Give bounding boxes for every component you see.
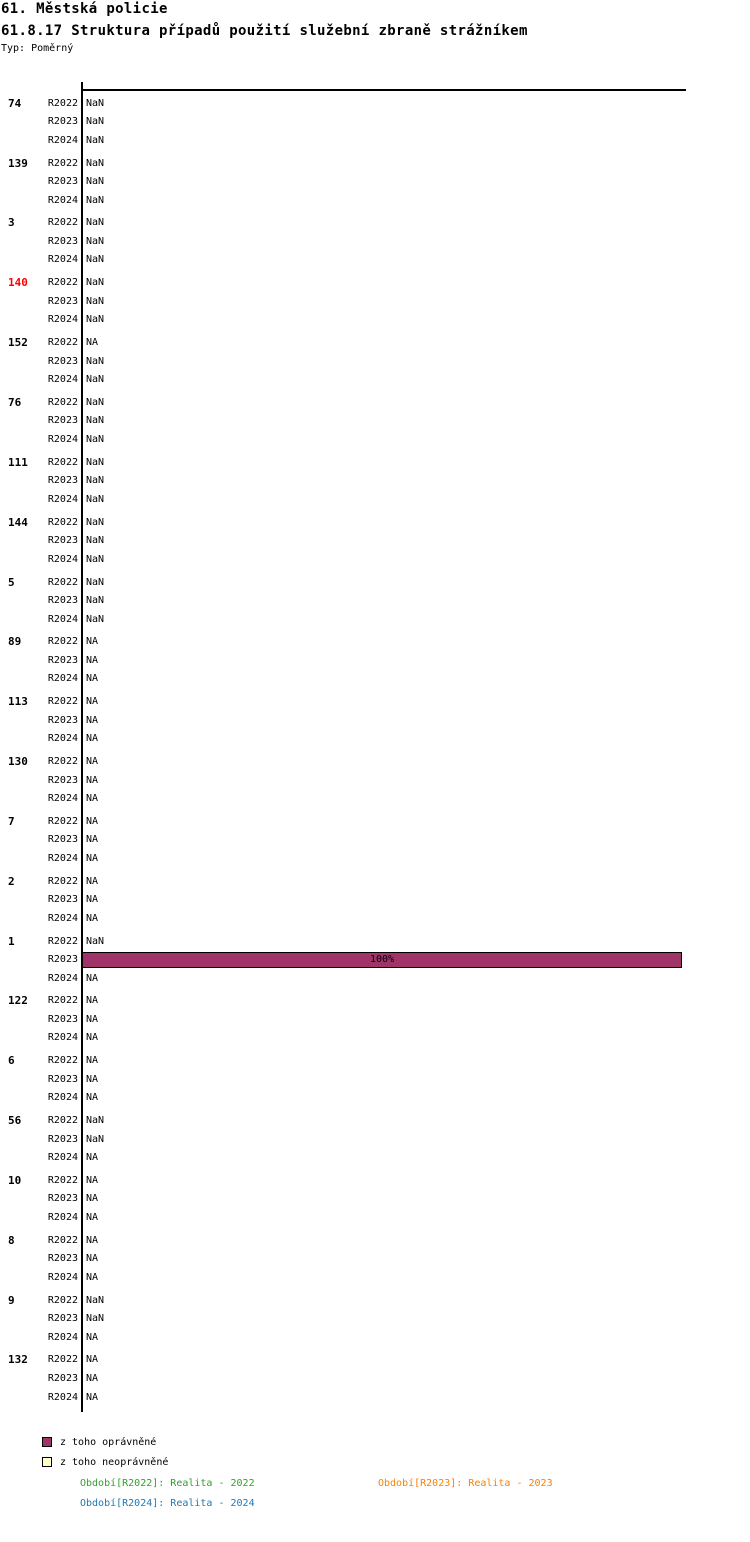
period-label: R2023	[47, 535, 78, 547]
chart-row	[0, 992, 750, 1011]
period-label: R2022	[47, 97, 78, 109]
value-label: NA	[86, 1391, 99, 1403]
footnote-period-r2022: Období[R2022]: Realita - 2022	[80, 1478, 255, 1489]
value-label: NA	[86, 654, 99, 666]
period-label: R2024	[47, 852, 78, 864]
chart-row	[0, 831, 750, 850]
value-label: NA	[86, 636, 99, 648]
chart-group-56	[0, 1111, 750, 1167]
chart-row	[0, 311, 750, 330]
value-label: NaN	[86, 1115, 105, 1127]
group-id-label: 9	[8, 1293, 15, 1307]
value-label: NA	[86, 696, 99, 708]
value-label: NaN	[86, 157, 105, 169]
period-label: R2023	[47, 834, 78, 846]
group-id-label: 111	[8, 455, 28, 469]
chart-group-74	[0, 94, 750, 150]
chart-row	[0, 1010, 750, 1029]
chart-row	[0, 633, 750, 652]
period-label: R2024	[47, 613, 78, 625]
chart-row	[0, 333, 750, 352]
value-label: NaN	[86, 217, 105, 229]
period-label: R2022	[47, 217, 78, 229]
period-label: R2022	[47, 1354, 78, 1366]
value-label: NaN	[86, 595, 105, 607]
period-label: R2023	[47, 176, 78, 188]
chart-row	[0, 771, 750, 790]
group-id-label: 132	[8, 1353, 28, 1367]
period-label: R2024	[47, 1092, 78, 1104]
legend-label-neopravnene: z toho neoprávněné	[60, 1456, 169, 1468]
chart-row	[0, 513, 750, 532]
value-label: NA	[86, 1354, 99, 1366]
chart-row	[0, 1029, 750, 1048]
period-label: R2022	[47, 576, 78, 588]
chart-row	[0, 1089, 750, 1108]
value-label: NA	[86, 894, 99, 906]
period-label: R2024	[47, 673, 78, 685]
chart-group-76	[0, 393, 750, 449]
period-label: R2023	[47, 1193, 78, 1205]
period-label: R2023	[47, 894, 78, 906]
period-label: R2023	[47, 1313, 78, 1325]
period-label: R2022	[47, 516, 78, 528]
chart-row	[0, 692, 750, 711]
value-label: NaN	[86, 194, 105, 206]
value-label: NA	[86, 912, 99, 924]
group-id-label: 130	[8, 755, 28, 769]
value-label: NaN	[86, 97, 105, 109]
group-id-label: 74	[8, 96, 22, 110]
period-label: R2022	[47, 756, 78, 768]
chart-group-9	[0, 1291, 750, 1347]
chart-group-2	[0, 872, 750, 928]
period-label: R2023	[47, 415, 78, 427]
chart-rows	[0, 94, 750, 1411]
value-label: NaN	[86, 396, 105, 408]
legend-swatch-neopravnene	[42, 1457, 52, 1467]
value-label: NaN	[86, 254, 105, 266]
chart-row	[0, 453, 750, 472]
chart-row	[0, 154, 750, 173]
value-label: NA	[86, 1211, 99, 1223]
chart-row	[0, 131, 750, 150]
value-label: NA	[86, 673, 99, 685]
chart-row	[0, 1231, 750, 1250]
chart-row	[0, 251, 750, 270]
chart-group-139	[0, 154, 750, 210]
chart-row	[0, 909, 750, 928]
legend-swatch-opravnene	[42, 1437, 52, 1447]
chart-row	[0, 1190, 750, 1209]
chart-title: 61.8.17 Struktura případů použití služební zbraně strážníkem	[1, 23, 528, 39]
period-label: R2022	[47, 935, 78, 947]
chart-group-6	[0, 1052, 750, 1108]
chart-row	[0, 94, 750, 113]
chart-row	[0, 1208, 750, 1227]
period-label: R2023	[47, 1372, 78, 1384]
value-label: NA	[86, 1032, 99, 1044]
chart-row	[0, 274, 750, 293]
axis-top-line	[82, 89, 686, 91]
value-label: NA	[86, 852, 99, 864]
period-label: R2024	[47, 493, 78, 505]
chart-row	[0, 472, 750, 491]
chart-row	[0, 812, 750, 831]
value-label: NA	[86, 1013, 99, 1025]
value-label: NaN	[86, 295, 105, 307]
period-label: R2022	[47, 157, 78, 169]
period-label: R2022	[47, 456, 78, 468]
period-label: R2023	[47, 235, 78, 247]
bar-segment	[82, 952, 682, 968]
period-label: R2024	[47, 434, 78, 445]
footnote-period-r2023: Období[R2023]: Realita - 2023	[378, 1478, 553, 1489]
period-label: R2024	[47, 1032, 78, 1044]
period-label: R2024	[47, 912, 78, 924]
chart-row	[0, 232, 750, 251]
chart-row	[0, 969, 750, 988]
chart-group-122	[0, 992, 750, 1048]
period-label: R2023	[47, 475, 78, 487]
value-label: NaN	[86, 1133, 105, 1145]
value-label: NA	[86, 774, 99, 786]
period-label: R2023	[47, 1133, 78, 1145]
chart-row	[0, 1052, 750, 1071]
group-id-label: 122	[8, 994, 28, 1008]
value-label: NaN	[86, 176, 105, 188]
period-label: R2024	[47, 793, 78, 805]
chart-row	[0, 1250, 750, 1269]
period-label: R2023	[47, 355, 78, 367]
chart-row	[0, 1309, 750, 1328]
value-label: NaN	[86, 475, 105, 487]
period-label: R2024	[47, 194, 78, 206]
period-label: R2024	[47, 1331, 78, 1343]
value-label: NA	[86, 1193, 99, 1205]
group-id-label: 3	[8, 216, 15, 230]
chart-row	[0, 1130, 750, 1149]
value-label: NA	[86, 995, 99, 1007]
period-label: R2023	[47, 714, 78, 726]
legend	[42, 1432, 168, 1472]
value-label: NA	[86, 793, 99, 805]
period-label: R2022	[47, 995, 78, 1007]
chart-group-7	[0, 812, 750, 868]
bar-value-label: 100%	[369, 954, 395, 966]
value-label: NaN	[86, 134, 105, 146]
value-label: NA	[86, 815, 99, 827]
period-label: R2022	[47, 1174, 78, 1186]
period-label: R2022	[47, 636, 78, 648]
chart-group-1	[0, 932, 750, 988]
value-label: NA	[86, 733, 99, 745]
value-label: NaN	[86, 314, 105, 326]
period-label: R2024	[47, 972, 78, 984]
chart-row	[0, 711, 750, 730]
period-label: R2022	[47, 396, 78, 408]
period-label: R2024	[47, 1152, 78, 1164]
period-label: R2023	[47, 1253, 78, 1265]
group-id-label: 113	[8, 695, 28, 709]
value-label: NaN	[86, 1294, 105, 1306]
group-id-label: 144	[8, 515, 28, 529]
chart-group-89	[0, 633, 750, 689]
chart-group-5	[0, 573, 750, 629]
period-label: R2024	[47, 553, 78, 565]
value-label: NaN	[86, 277, 105, 289]
value-label: NaN	[86, 516, 105, 528]
group-id-label: 152	[8, 336, 28, 350]
period-label: R2024	[47, 733, 78, 745]
legend-item-neopravnene	[42, 1452, 168, 1472]
period-label: R2022	[47, 277, 78, 289]
period-label: R2023	[47, 954, 78, 966]
value-label: NA	[86, 972, 99, 984]
chart-row	[0, 490, 750, 509]
group-id-label: 2	[8, 874, 15, 888]
period-label: R2022	[47, 696, 78, 708]
chart-row	[0, 531, 750, 550]
period-label: R2022	[47, 875, 78, 887]
chart-row	[0, 1171, 750, 1190]
value-label: NA	[86, 1152, 99, 1164]
chart-row	[0, 1291, 750, 1310]
group-id-label: 8	[8, 1233, 15, 1247]
chart-row	[0, 789, 750, 808]
chart-row	[0, 1328, 750, 1347]
value-label: NA	[86, 875, 99, 887]
period-label: R2023	[47, 774, 78, 786]
chart-group-111	[0, 453, 750, 509]
chart-row	[0, 752, 750, 771]
value-label: NaN	[86, 935, 105, 947]
chart-row	[0, 214, 750, 233]
period-label: R2022	[47, 1234, 78, 1246]
chart-row	[0, 1351, 750, 1370]
chart-type-label: Typ: Poměrný	[1, 43, 74, 54]
chart-row	[0, 872, 750, 891]
group-id-label: 139	[8, 156, 28, 170]
period-label: R2023	[47, 595, 78, 607]
page-title: 61. Městská policie	[1, 1, 168, 17]
value-label: NaN	[86, 535, 105, 547]
chart-row	[0, 550, 750, 569]
chart-row	[0, 729, 750, 748]
chart-row	[0, 1369, 750, 1388]
period-label: R2024	[47, 314, 78, 326]
period-label: R2022	[47, 815, 78, 827]
period-label: R2023	[47, 1073, 78, 1085]
chart-row	[0, 610, 750, 629]
chart-group-3	[0, 214, 750, 270]
value-label: NaN	[86, 374, 105, 386]
chart-row	[0, 172, 750, 191]
chart-group-10	[0, 1171, 750, 1227]
group-id-label: 6	[8, 1054, 15, 1068]
value-label: NaN	[86, 116, 105, 128]
chart-row	[0, 890, 750, 909]
chart-row	[0, 430, 750, 449]
period-label: R2023	[47, 654, 78, 666]
value-label: NA	[86, 1372, 99, 1384]
value-label: NaN	[86, 456, 105, 468]
period-label: R2023	[47, 1013, 78, 1025]
value-label: NA	[86, 1055, 99, 1067]
legend-label-opravnene: z toho oprávněné	[60, 1436, 157, 1448]
chart-row	[0, 292, 750, 311]
chart-row	[0, 1268, 750, 1287]
chart-row	[0, 393, 750, 412]
value-label: NaN	[86, 434, 105, 445]
chart-group-8	[0, 1231, 750, 1287]
value-label: NaN	[86, 613, 105, 625]
chart-group-140	[0, 274, 750, 330]
legend-item-opravnene	[42, 1432, 168, 1452]
chart-row	[0, 651, 750, 670]
period-label: R2022	[47, 1115, 78, 1127]
group-id-label: 56	[8, 1114, 22, 1128]
chart-row	[0, 670, 750, 689]
group-id-label: 10	[8, 1173, 22, 1187]
chart-row	[0, 573, 750, 592]
value-label: NA	[86, 1092, 99, 1104]
period-label: R2024	[47, 374, 78, 386]
group-id-label: 140	[8, 276, 28, 290]
value-label: NA	[86, 1234, 99, 1246]
period-label: R2024	[47, 254, 78, 266]
value-label: NaN	[86, 355, 105, 367]
chart-group-130	[0, 752, 750, 808]
chart-group-152	[0, 333, 750, 389]
chart-group-113	[0, 692, 750, 748]
period-label: R2023	[47, 116, 78, 128]
value-label: NaN	[86, 1313, 105, 1325]
value-label: NA	[86, 714, 99, 726]
value-label: NA	[86, 1271, 99, 1283]
value-label: NaN	[86, 235, 105, 247]
chart-row	[0, 412, 750, 431]
period-label: R2022	[47, 1055, 78, 1067]
chart-row	[0, 1388, 750, 1407]
value-label: NA	[86, 1174, 99, 1186]
chart-row	[0, 370, 750, 389]
period-label: R2022	[47, 337, 78, 349]
period-label: R2024	[47, 134, 78, 146]
chart-row	[0, 352, 750, 371]
value-label: NaN	[86, 553, 105, 565]
value-label: NA	[86, 337, 99, 349]
chart-row	[0, 1148, 750, 1167]
chart-row	[0, 591, 750, 610]
chart-row	[0, 191, 750, 210]
group-id-label: 89	[8, 635, 22, 649]
period-label: R2024	[47, 1211, 78, 1223]
chart-row	[0, 113, 750, 132]
value-label: NA	[86, 834, 99, 846]
chart-group-132	[0, 1351, 750, 1407]
chart-row	[0, 950, 750, 969]
period-label: R2024	[47, 1391, 78, 1403]
group-id-label: 5	[8, 575, 15, 589]
chart-row	[0, 1070, 750, 1089]
period-label: R2023	[47, 295, 78, 307]
value-label: NA	[86, 756, 99, 768]
value-label: NaN	[86, 576, 105, 588]
period-label: R2022	[47, 1294, 78, 1306]
chart-row	[0, 932, 750, 951]
chart-group-144	[0, 513, 750, 569]
value-label: NA	[86, 1253, 99, 1265]
group-id-label: 1	[8, 934, 15, 948]
value-label: NA	[86, 1331, 99, 1343]
value-label: NaN	[86, 415, 105, 427]
chart-row	[0, 1111, 750, 1130]
group-id-label: 7	[8, 814, 15, 828]
chart-row	[0, 849, 750, 868]
period-label: R2024	[47, 1271, 78, 1283]
value-label: NA	[86, 1073, 99, 1085]
footnote-period-r2024: Období[R2024]: Realita - 2024	[80, 1498, 255, 1509]
value-label: NaN	[86, 493, 105, 505]
group-id-label: 76	[8, 395, 22, 409]
